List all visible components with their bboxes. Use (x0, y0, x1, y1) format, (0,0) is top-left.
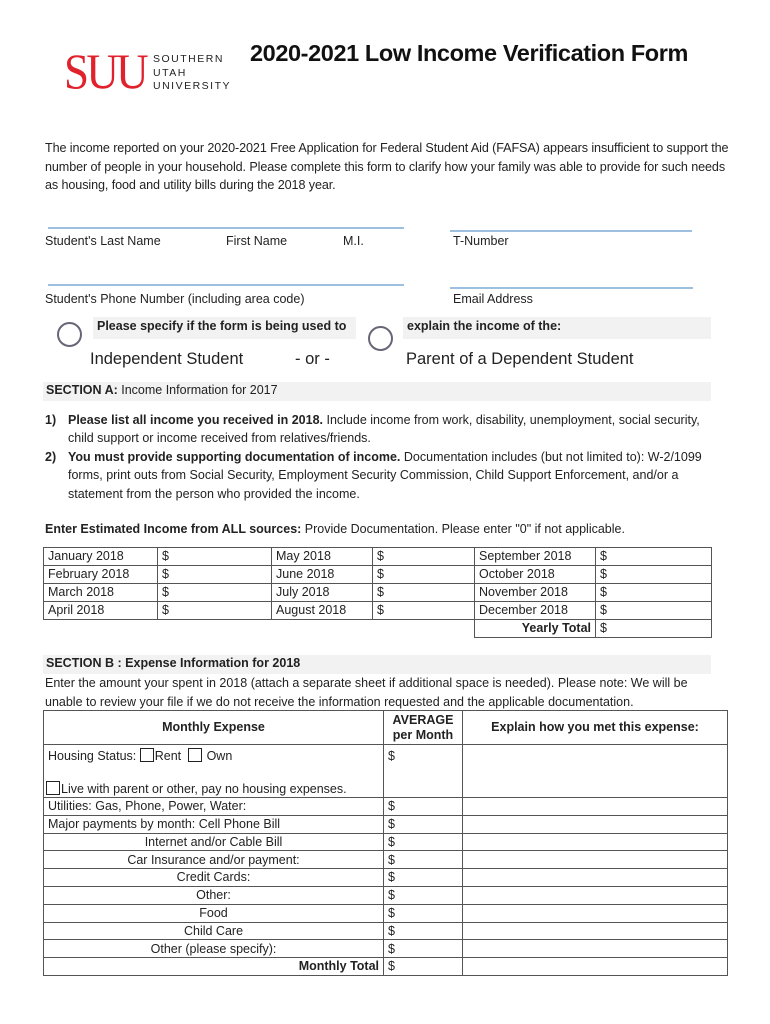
t-number-label: T-Number (453, 234, 509, 248)
month-label: February 2018 (44, 566, 158, 584)
expense-explain-input[interactable] (463, 940, 728, 958)
expense-amount-input[interactable]: $ (384, 798, 463, 816)
income-amount-input[interactable]: $ (596, 566, 712, 584)
or-label: - or - (295, 350, 330, 368)
expense-row (44, 886, 728, 904)
monthly-expense-header: Monthly Expense (44, 711, 384, 745)
expense-amount-input[interactable]: $ (384, 869, 463, 887)
month-label: March 2018 (44, 584, 158, 602)
expense-row (44, 833, 728, 851)
expense-explain-input[interactable] (463, 904, 728, 922)
section-a-title: Income Information for 2017 (121, 383, 278, 397)
income-amount-input[interactable]: $ (158, 566, 272, 584)
expense-label: Child Care (44, 922, 384, 940)
live-with-parent-checkbox[interactable] (46, 781, 60, 795)
housing-explain[interactable] (463, 745, 728, 798)
section-b-text: Enter the amount your spent in 2018 (attach a separate sheet if additional space is needed). Please note: We will be unable to review your file if we do not receive the information requested and the applicable documentation. (45, 676, 688, 709)
suu-logo-mark: SUU (64, 43, 146, 99)
expense-row (44, 940, 728, 958)
expense-row (44, 815, 728, 833)
enter-income-instruction (45, 522, 625, 536)
expense-explain-input[interactable] (463, 833, 728, 851)
income-amount-input[interactable]: $ (373, 548, 475, 566)
income-amount-input[interactable]: $ (596, 548, 712, 566)
income-amount-input[interactable]: $ (158, 602, 272, 620)
yearly-total-label: Yearly Total (475, 620, 596, 638)
income-amount-input[interactable]: $ (158, 548, 272, 566)
housing-amount[interactable]: $ (384, 745, 463, 798)
month-label: April 2018 (44, 602, 158, 620)
monthly-total-label: Monthly Total (44, 958, 384, 976)
month-label: August 2018 (272, 602, 373, 620)
income-amount-input[interactable]: $ (596, 602, 712, 620)
monthly-total-row (44, 958, 728, 976)
expense-explain-input[interactable] (463, 886, 728, 904)
usage-prompt-left: Please specify if the form is being used to (93, 317, 356, 339)
expense-explain-input[interactable] (463, 851, 728, 869)
list-item (45, 448, 725, 503)
expense-row (44, 869, 728, 887)
first-name-label: First Name (226, 234, 288, 248)
yearly-total-input[interactable]: $ (596, 620, 712, 638)
expense-amount-input[interactable]: $ (384, 815, 463, 833)
phone-field-line[interactable] (48, 284, 404, 286)
logo-line: UTAH (153, 66, 187, 79)
enter-text: Provide Documentation. Please enter "0" if not applicable. (301, 522, 625, 536)
section-b-header: SECTION B : Expense Information for 2018 (43, 655, 711, 674)
expense-amount-input[interactable]: $ (384, 922, 463, 940)
item-text: Documentation includes (but not limited to): W-2/1099 forms, print outs from Social Security, Employment Security Commission, Child Support Enforcement, and/or a statement from the person who provided the income. (68, 449, 702, 501)
rent-label: Rent (154, 749, 182, 763)
independent-student-radio[interactable] (57, 322, 82, 347)
item-bold: You must provide supporting documentation of income. (68, 449, 401, 464)
expense-explain-input[interactable] (463, 869, 728, 887)
expense-row (44, 922, 728, 940)
mi-label: M.I. (343, 234, 364, 248)
intro-paragraph: The income reported on your 2020-2021 Free Application for Federal Student Aid (FAFSA) appears insufficient to support the number of people in your household. Please complete this form to clarify how your family was able to provide for such needs as housing, food and utility bills during the 2018 year. (45, 141, 729, 193)
page-title: 2020-2021 Low Income Verification Form (250, 40, 688, 66)
expense-label: Car Insurance and/or payment: (44, 851, 384, 869)
t-number-field-line[interactable] (450, 230, 692, 232)
independent-student-label: Independent Student (90, 350, 244, 368)
last-name-label: Student's Last Name (45, 234, 161, 248)
expense-explain-input[interactable] (463, 922, 728, 940)
expense-amount-input[interactable]: $ (384, 940, 463, 958)
expense-row (44, 904, 728, 922)
housing-status-cell (44, 745, 384, 798)
expense-label: Credit Cards: (44, 869, 384, 887)
month-label: October 2018 (475, 566, 596, 584)
section-a-label: SECTION A: (46, 383, 118, 397)
usage-prompt-right: explain the income of the: (403, 317, 711, 339)
income-amount-input[interactable]: $ (373, 584, 475, 602)
logo-line: SOUTHERN (153, 53, 224, 65)
yearly-total-row (44, 620, 712, 638)
logo-line: UNIVERSITY (153, 80, 232, 92)
own-checkbox[interactable] (188, 748, 202, 762)
expense-amount-input[interactable]: $ (384, 833, 463, 851)
expense-label: Food (44, 904, 384, 922)
monthly-total-explain[interactable] (463, 958, 728, 976)
item-number: 2) (45, 449, 57, 464)
income-amount-input[interactable]: $ (373, 566, 475, 584)
instructions-list (45, 411, 725, 503)
expense-row (44, 851, 728, 869)
income-amount-input[interactable]: $ (596, 584, 712, 602)
income-row (44, 584, 712, 602)
phone-label: Student's Phone Number (including area code) (45, 292, 305, 306)
month-label: June 2018 (272, 566, 373, 584)
own-label: Own (206, 749, 233, 763)
income-amount-input[interactable]: $ (373, 602, 475, 620)
item-number: 1) (45, 413, 57, 427)
income-table (43, 547, 712, 638)
suu-logo-text (153, 53, 231, 94)
parent-radio[interactable] (368, 326, 393, 351)
expense-amount-input[interactable]: $ (384, 886, 463, 904)
section-a-header (43, 382, 711, 401)
month-label: September 2018 (475, 548, 596, 566)
income-row (44, 548, 712, 566)
email-label: Email Address (453, 292, 533, 306)
income-row (44, 602, 712, 620)
enter-bold: Enter Estimated Income from ALL sources: (45, 522, 302, 536)
name-field-line[interactable] (48, 227, 404, 229)
expense-explain-input[interactable] (463, 798, 728, 816)
list-item (45, 411, 725, 448)
income-amount-input[interactable]: $ (158, 584, 272, 602)
expense-table (43, 710, 728, 976)
expense-amount-input[interactable]: $ (384, 851, 463, 869)
expense-label: Internet and/or Cable Bill (44, 833, 384, 851)
month-label: January 2018 (44, 548, 158, 566)
housing-status-label: Housing Status: (48, 749, 137, 763)
month-label: May 2018 (272, 548, 373, 566)
item-bold: Please list all income you received in 2018. (68, 413, 323, 427)
expense-row (44, 798, 728, 816)
average-header: AVERAGE per Month (384, 711, 463, 745)
parent-label: Parent of a Dependent Student (406, 350, 634, 368)
email-field-line[interactable] (450, 287, 693, 289)
expense-label: Other (please specify): (44, 940, 384, 958)
month-label: November 2018 (475, 584, 596, 602)
expense-amount-input[interactable]: $ (384, 904, 463, 922)
rent-checkbox[interactable] (140, 748, 154, 762)
item-text: Include income from work, disability, unemployment, social security, child support or income received from relatives/friends. (68, 413, 700, 446)
expense-label: Major payments by month: Cell Phone Bill (44, 815, 384, 833)
explain-header: Explain how you met this expense: (463, 711, 728, 745)
monthly-total-input[interactable]: $ (384, 958, 463, 976)
month-label: July 2018 (272, 584, 373, 602)
live-with-parent-label: Live with parent or other, pay no housing expenses. (61, 781, 347, 796)
expense-label: Other: (44, 886, 384, 904)
expense-explain-input[interactable] (463, 815, 728, 833)
expense-label: Utilities: Gas, Phone, Power, Water: (44, 798, 384, 816)
income-row (44, 566, 712, 584)
month-label: December 2018 (475, 602, 596, 620)
